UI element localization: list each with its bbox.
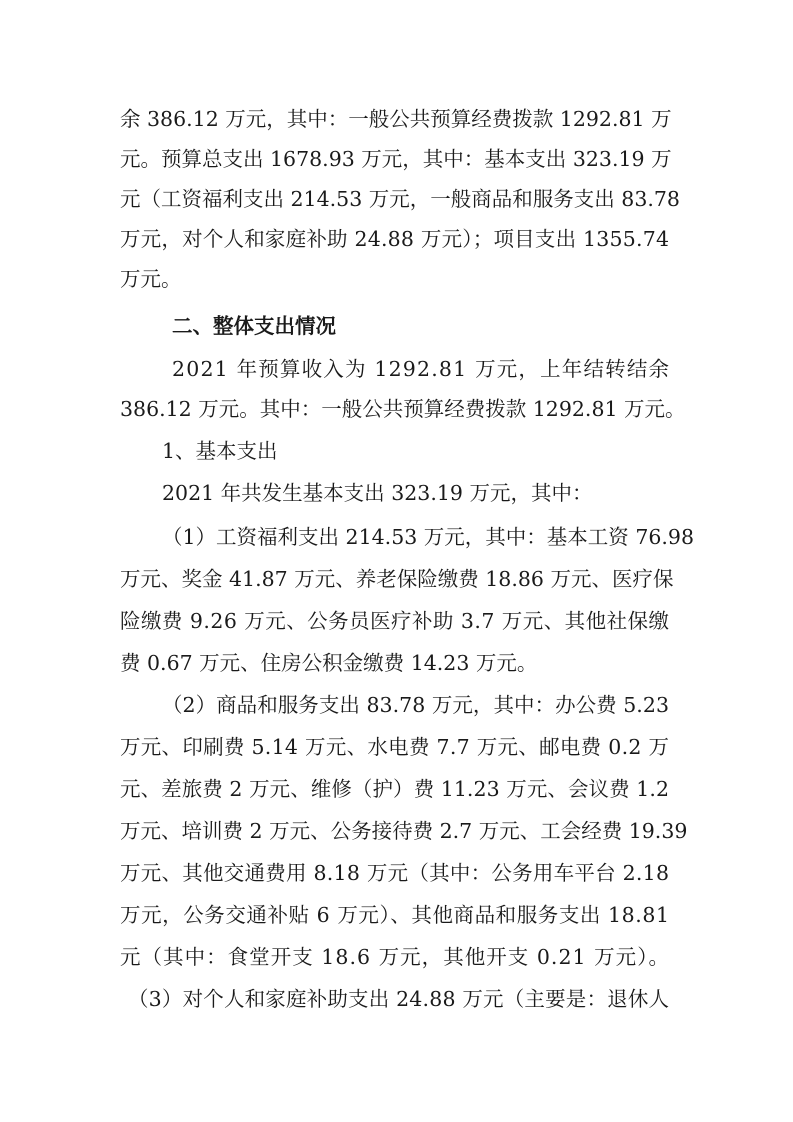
paragraph-line: （2）商品和服务支出 83.78 万元，其中：办公费 5.23 [162,693,670,717]
paragraph-line: 2021 年预算收入为 1292.81 万元，上年结转结余 [172,357,671,381]
paragraph-line: 元（工资福利支出 214.53 万元，一般商品和服务支出 83.78 [120,187,680,211]
paragraph-line: 386.12 万元。其中：一般公共预算经费拨款 1292.81 万元。 [120,397,686,421]
subsection-heading: 1、基本支出 [162,439,278,463]
paragraph-line: 2021 年共发生基本支出 323.19 万元，其中： [162,481,593,505]
paragraph-line: 万元，对个人和家庭补助 24.88 万元）；项目支出 1355.74 [120,227,670,251]
paragraph-line: 费 0.67 万元、住房公积金缴费 14.23 万元。 [120,651,538,675]
paragraph-line: 万元、培训费 2 万元、公务接待费 2.7 万元、工会经费 19.39 [120,819,688,843]
section-heading: 二、整体支出情况 [172,314,336,338]
paragraph-line: 余 386.12 万元，其中：一般公共预算经费拨款 1292.81 万 [120,107,672,131]
paragraph-line: 万元，公务交通补贴 6 万元）、其他商品和服务支出 18.81 [120,903,670,927]
paragraph-line: 万元。 [120,267,182,291]
paragraph-line: 万元、奖金 41.87 万元、养老保险缴费 18.86 万元、医疗保 [120,567,674,591]
paragraph-line: （3）对个人和家庭补助支出 24.88 万元（主要是：退休人 [128,987,670,1011]
paragraph-line: 元、差旅费 2 万元、维修（护）费 11.23 万元、会议费 1.2 [120,777,670,801]
paragraph-line: （1）工资福利支出 214.53 万元，其中：基本工资 76.98 [162,525,695,549]
paragraph-line: 万元、其他交通费用 8.18 万元（其中：公务用车平台 2.18 [120,861,670,885]
paragraph-line: 元（其中：食堂开支 18.6 万元，其他开支 0.21 万元）。 [120,945,671,969]
paragraph-line: 元。预算总支出 1678.93 万元，其中：基本支出 323.19 万 [120,147,672,171]
paragraph-line: 险缴费 9.26 万元、公务员医疗补助 3.7 万元、其他社保缴 [120,609,670,633]
paragraph-line: 万元、印刷费 5.14 万元、水电费 7.7 万元、邮电费 0.2 万 [120,735,670,759]
